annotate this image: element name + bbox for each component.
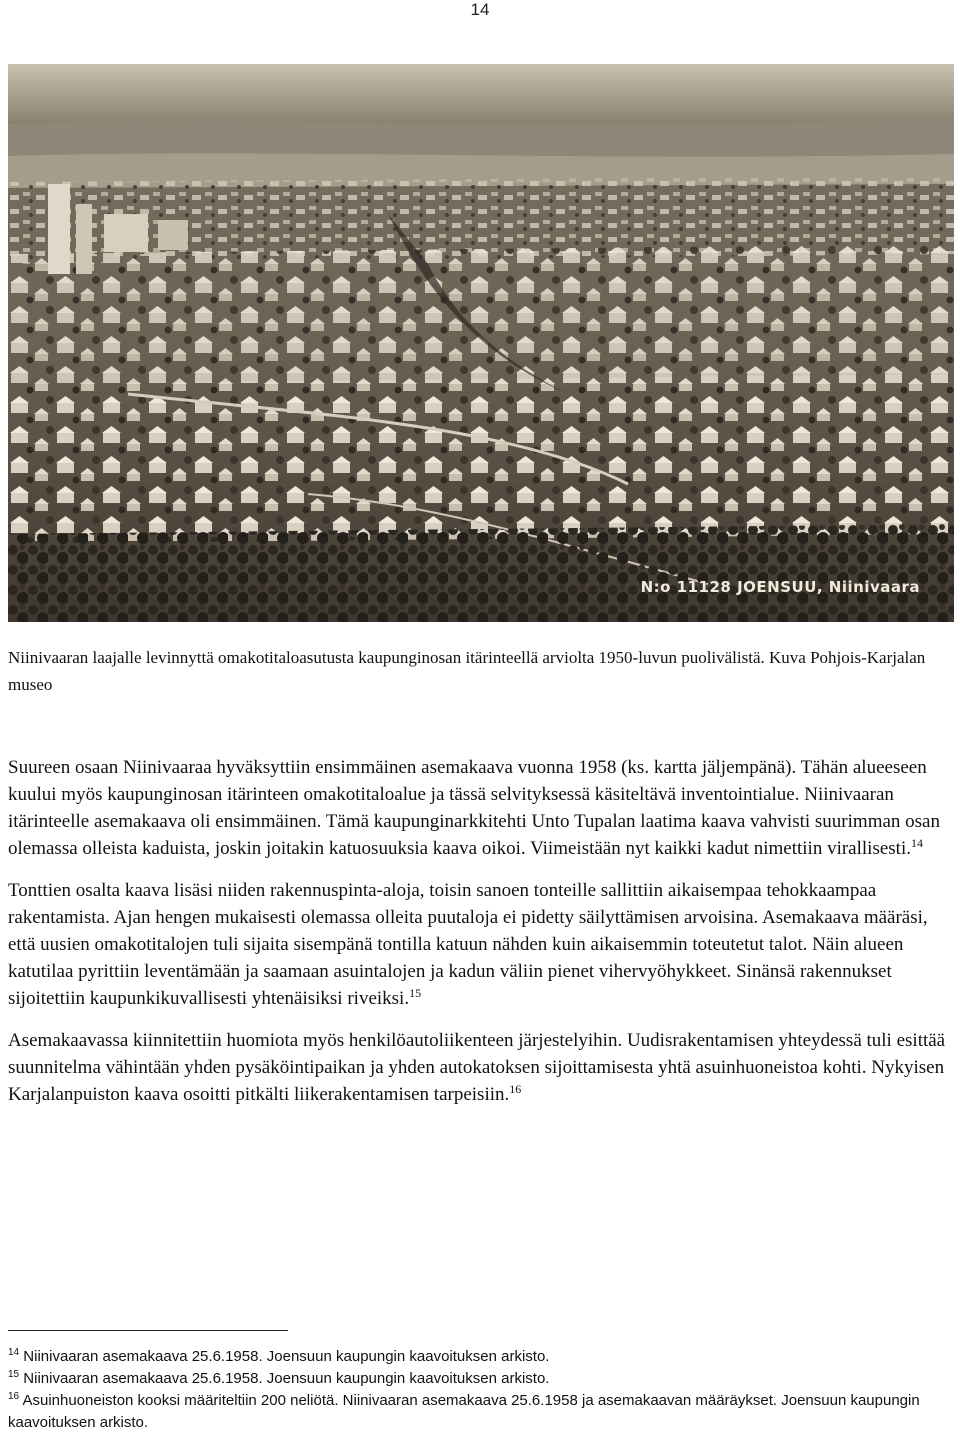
footnote-divider — [8, 1330, 288, 1331]
footnote-ref[interactable]: 15 — [409, 986, 422, 1000]
photo-caption: Niinivaaran laajalle levinnyttä omakotitaloasutusta kaupunginosan itärinteellä arviolta 1950-luvun puolivälistä. Kuva Pohjois-Karjalan museo — [8, 648, 926, 694]
footnote: $^{16}$ Asuinhuoneiston kooksi määriteltiin 200 neliötä. Niinivaaran asemakaava 25.6.1958 ja asemakaavan määräykset. Joensuun kaupungin kaavoituksen arkisto. — [8, 1391, 920, 1431]
footnote-ref[interactable]: 16 — [509, 1082, 522, 1096]
photo-stamp: N:o 11128 JOENSUU, Niinivaara — [640, 578, 920, 596]
footnote: $^{15}$ Niinivaaran asemakaava 25.6.1958. Joensuun kaupungin kaavoituksen arkisto. — [8, 1369, 550, 1387]
page-number: 14 — [470, 0, 490, 19]
paragraph: Suureen osaan Niinivaaraa hyväksyttiin ensimmäinen asemakaava vuonna 1958 (ks. kartta jäljempänä). Tähän alueeseen kuului myös kaupunginosan itärinteen omakotitaloalue ja tässä selvityksessä käsiteltävä inventointialue. Niinivaaran itärinteelle asemakaava oli ensimmäinen. Tämä kaupunginarkkitehti Unto Tupalan laatima kaava vahvisti suurimman osan olemassa olleista kaduista, joskin joitakin katuosuuksia kaava oikoi. Viimeistään nyt kaikki kadut nimettiin virallisesti.$^{14}$ — [8, 757, 940, 859]
footnotes — [8, 1346, 953, 1434]
body-text — [8, 754, 953, 1123]
footnote-number: 16 — [8, 1391, 20, 1402]
aerial-photo — [8, 64, 954, 622]
footnote: $^{14}$ Niinivaaran asemakaava 25.6.1958. Joensuun kaupungin kaavoituksen arkisto. — [8, 1347, 550, 1365]
paragraph: Tonttien osalta kaava lisäsi niiden rakennuspinta-aloja, toisin sanoen tonteille sallittiin aikaisempaa tehokkaampaa rakentamista. Ajan hengen mukaisesti olemassa olleita puutaloja ei pidetty säilyttämisen arvoisina. Asemakaava määräsi, että uusien omakotitalojen tuli sijaita sisempänä tontilla katuun nähden kuin aikaisemmin toteutetut talot. Näin alueen katutilaa pyrittiin leventämään ja saamaan asuintalojen ja kadun väliin pienet vihervyöhykkeet. Sinänsä rakennukset sijoitettiin kaupunkikuvallisesti yhtenäisiksi riveiksi.$^{15}$ — [8, 880, 928, 1009]
footnote-ref[interactable]: 14 — [910, 836, 923, 850]
footnote-number: 15 — [8, 1369, 20, 1380]
paragraph: Asemakaavassa kiinnitettiin huomiota myös henkilöautoliikenteen järjestelyihin. Uudisrakentamisen yhteydessä tuli esittää suunnitelma vähintään yhden pysäköintipaikan ja yhden autokatoksen sijoittamisesta yhtä asuinhuoneistoa kohti. Nykyisen Karjalanpuiston kaava osoitti pitkälti liikerakentamisen tarpeisiin.$^{16}$ — [8, 1030, 946, 1105]
footnote-number: 14 — [8, 1347, 20, 1358]
